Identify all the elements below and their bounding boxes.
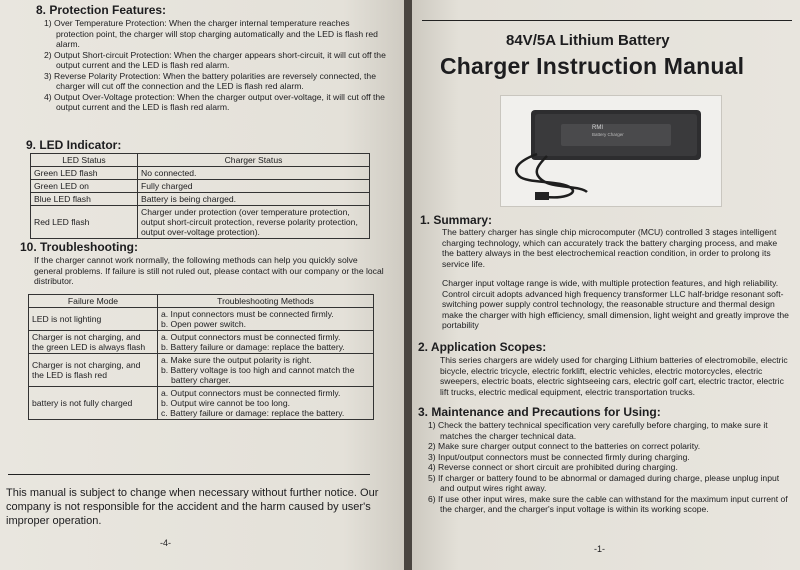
- table-cell: [138, 206, 370, 239]
- charger-label: Battery Charger: [592, 132, 624, 137]
- page-number: -1-: [594, 544, 605, 554]
- table-row: [31, 206, 370, 239]
- table-cell: [158, 354, 374, 387]
- troubleshooting-intro: If the charger cannot work normally, the following methods can help you quickly solve general problems. If failure is still not ruled out, please contact with our company or the local distributor.: [34, 255, 384, 286]
- maintenance-item: 1) Check the battery technical specification very carefully before charging, to make sure it matches the charger technical data.: [428, 420, 768, 441]
- table-row: [31, 167, 370, 180]
- maintenance-item: 4) Reverse connect or short circuit are prohibited during charging.: [428, 462, 678, 472]
- cell-line: b. Output wire cannot be too long.: [161, 398, 290, 408]
- page-number: -4-: [160, 538, 171, 548]
- table-cell: Battery is being charged.: [138, 193, 370, 206]
- disclaimer-notice: This manual is subject to change when necessary without further notice. Our company is not responsible for the accident and the harm caused by user's improper operation.: [6, 487, 379, 527]
- title-rule: [422, 20, 792, 21]
- table-row: [29, 354, 374, 387]
- table-cell: [29, 387, 158, 420]
- table-cell: [29, 308, 158, 331]
- cell-line: Charger is not charging, and: [32, 332, 141, 342]
- summary-paragraph-1: The battery charger has single chip microcomputer (MCU) controlled 3 stages intelligent charging technology, which can accurately track the battery charging process, and make the battery always in the best electrochemical reaction condition, in order to prolong its service life.: [442, 227, 778, 269]
- cell-line: a. Output connectors must be connected firmly.: [161, 332, 341, 342]
- table-cell: [29, 331, 158, 354]
- cell-line: b. Battery failure or damage: replace the battery.: [161, 342, 345, 352]
- cell-line: a. Make sure the output polarity is right.: [161, 355, 312, 365]
- cell-line: a. Input connectors must be connected firmly.: [161, 309, 334, 319]
- table-cell: Green LED flash: [31, 167, 138, 180]
- charger-photo: [500, 95, 722, 207]
- cell-line: battery is not fully charged: [32, 398, 133, 408]
- table-header: Charger Status: [138, 154, 370, 167]
- table-cell: Green LED on: [31, 180, 138, 193]
- cell-line: the LED is flash red: [32, 370, 107, 380]
- maintenance-list: [428, 420, 790, 515]
- table-row: [29, 331, 374, 354]
- right-page: [412, 0, 800, 570]
- table-cell: [29, 354, 158, 387]
- table-cell: [158, 387, 374, 420]
- led-heading: 9. LED Indicator:: [26, 138, 122, 152]
- protection-item: 2) Output Short-circuit Protection: When the charger appears short-circuit, it will cut off the output current and the LED is flash red alarm.: [44, 49, 386, 70]
- charger-brand: RMI: [592, 125, 603, 131]
- table-row: [31, 180, 370, 193]
- table-cell: Blue LED flash: [31, 193, 138, 206]
- maintenance-item: 2) Make sure charger output connect to the batteries on correct polarity.: [428, 441, 701, 451]
- maintenance-item: 5) If charger or battery found to be abnormal or damaged during charge, please unplug input and output wires right away.: [428, 472, 780, 493]
- cell-line: b. Open power switch.: [161, 319, 247, 329]
- summary-heading: 1. Summary:: [420, 213, 493, 227]
- protection-list: [44, 18, 389, 113]
- table-cell: [158, 308, 374, 331]
- table-header-row: [29, 295, 374, 308]
- cell-line: the green LED is always flash: [32, 342, 146, 352]
- table-cell: [158, 331, 374, 354]
- led-table: [30, 153, 370, 239]
- table-row: [29, 387, 374, 420]
- footer-rule: [8, 474, 370, 475]
- table-header: Failure Mode: [29, 295, 158, 308]
- cell-line: c. Battery failure or damage: replace the battery.: [161, 408, 345, 418]
- maintenance-item: 3) Input/output connectors must be connected firmly during charging.: [428, 451, 690, 462]
- manual-title: Charger Instruction Manual: [440, 53, 745, 79]
- table-row: [29, 308, 374, 331]
- maintenance-item: 6) If use other input wires, make sure the cable can withstand for the maximum input current of the charger, and the charger's input voltage is within its working scope.: [428, 493, 788, 514]
- manual-subtitle: 84V/5A Lithium Battery: [506, 32, 670, 49]
- maintenance-heading: 3. Maintenance and Precautions for Using:: [418, 405, 661, 419]
- protection-item: 4) Output Over-Voltage protection: When the charger output over-voltage, it will cut off the output current and the LED is flash red alarm.: [44, 91, 385, 112]
- table-cell: No connected.: [138, 167, 370, 180]
- cell-line: b. Battery voltage is too high and cannot match the: [161, 365, 355, 375]
- cell-line: LED is not lighting: [32, 314, 102, 324]
- table-header: Troubleshooting Methods: [158, 295, 374, 308]
- charger-image: [501, 96, 721, 206]
- cell-line: Charger is not charging, and: [32, 360, 141, 370]
- summary-paragraph-2: Charger input voltage range is wide, with multiple protection features, and high reliability. Control circuit adopts advanced high frequency transformer LLC half-bridge resonant soft-switching power supply control technology, the reasonable structure and thermal design make the charger with high efficiency, small dimension, light weight and greatly improve the portability: [442, 278, 789, 330]
- cell-line: output short-circuit protection, reverse polarity protection,: [141, 217, 358, 227]
- table-header-row: [31, 154, 370, 167]
- cell-line: output over-voltage protection).: [141, 227, 260, 237]
- troubleshooting-table: [28, 294, 374, 420]
- protection-item: 3) Reverse Polarity Protection: When the battery polarities are reversely connected, the charger will cut off the connection and the LED is flash red alarm.: [44, 70, 376, 91]
- protection-item: 1) Over Temperature Protection: When the charger internal temperature reaches protection point, the charger will stop charging automatically and the LED is flash red alarm.: [44, 18, 378, 49]
- table-row: [31, 193, 370, 206]
- troubleshooting-heading: 10. Troubleshooting:: [20, 240, 139, 254]
- scopes-paragraph: This series chargers are widely used for charging Lithium batteries of electromobile, electric bicycle, electric tricycle, electric forklift, electric vehicles, electric motorcycles, electric sweepers, electric boats, electric sightseeing cars, electric golf cart, electric tractor, electric lift trucks, electric medical equipment, electric transportation trucks.: [440, 355, 788, 397]
- table-cell: Fully charged: [138, 180, 370, 193]
- table-cell: Red LED flash: [31, 206, 138, 239]
- cell-line: Charger under protection (over temperature protection,: [141, 207, 350, 217]
- cell-line: a. Output connectors must be connected firmly.: [161, 388, 341, 398]
- protection-heading: 8. Protection Features:: [36, 3, 167, 17]
- table-header: LED Status: [31, 154, 138, 167]
- cell-line: battery charger.: [171, 375, 231, 385]
- scopes-heading: 2. Application Scopes:: [418, 340, 547, 354]
